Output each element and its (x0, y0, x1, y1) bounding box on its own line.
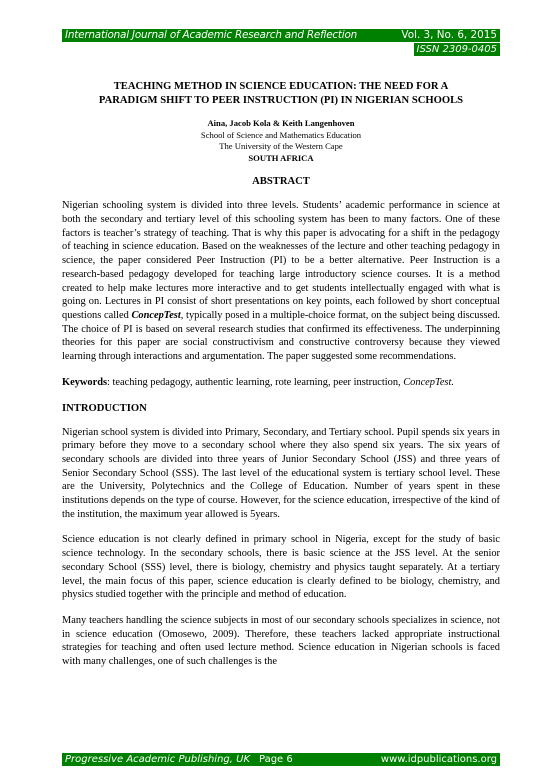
volume-info: Vol. 3, No. 6, 2015 (401, 29, 497, 41)
running-header (62, 29, 500, 56)
title-line-1: TEACHING METHOD IN SCIENCE EDUCATION: THE NEED FOR A (113, 81, 449, 92)
page-footer (62, 753, 500, 766)
website-link[interactable]: www.idpublications.org (380, 754, 497, 765)
title-line-2: PARADIGM SHIFT TO PEER INSTRUCTION (PI) IN NIGERIAN SCHOOLS (98, 94, 464, 106)
intro-paragraph-3: Many teachers handling the science subjects in most of our secondary schools specializes in science, not in science education (Omosewo, 2009). Therefore, these teachers lacked appropriate instructional strategies for teaching and often used lecture method. Science education in Nigerian schools is faced with many challenges, one of such challenges is the (62, 614, 500, 668)
author-names: Aina, Jacob Kola & Keith Langenhoven (207, 118, 355, 128)
abstract-heading: ABSTRACT (252, 176, 310, 188)
abstract-text (62, 199, 500, 363)
abstract-text-part2: , typically posed in a multiple-choice format, on the subject being discussed. The choice of PI is based on several research studies that confirmed its effectiveness. The underpinning theories for this paper are social constructivism and constructive controversy because they viewed learning through interactions and argumentation. The paper suggested some recommendations. (62, 310, 500, 363)
page-content (62, 80, 500, 669)
concep-test-term: ConcepTest (131, 310, 181, 321)
introduction-heading: INTRODUCTION (62, 402, 147, 414)
keywords-paragraph (62, 376, 500, 390)
author-block (62, 118, 500, 164)
intro-paragraph-2: Science education is not clearly defined in primary school in Nigeria, except for the study of basic science technology. In the secondary schools, there is basic science at the JSS level. At the senior secondary School (SSS) level, there is biology, chemistry and physics taught separately. At a tertiary level, the main focus of this paper, science education is clearly defined to be biology, chemistry, and physics studied together with the principle and method of education. (62, 534, 500, 601)
header-bar (62, 29, 500, 42)
affiliation-school: School of Science and Mathematics Education (200, 129, 362, 140)
keywords-last: ConcepTest. (403, 376, 454, 388)
journal-name: International Journal of Academic Research and Reflection (65, 29, 358, 41)
affiliation-country: SOUTH AFRICA (248, 152, 314, 163)
affiliation-university: The University of the Western Cape (219, 141, 343, 152)
keywords-text: : teaching pedagogy, authentic learning, rote learning, peer instruction, (107, 376, 404, 388)
paper-title (62, 80, 500, 107)
keywords-label: Keywords (62, 376, 108, 388)
abstract-text-part1: Nigerian schooling system is divided into three levels. Students’ academic performance in science at both the secondary and tertiary level of this schooling system has been to many factors. One of these factors is teacher’s strategy of teaching. That is why this paper is advocating for a shift in the pedagogy of teaching in science education. Based on the weaknesses of the lecture and other teaching pedagogy in science, the paper considered Peer Instruction (PI) to be a better alternative. Peer Instruction is a research-based pedagogy developed for teaching large introductory science courses. It is a method created to help make lectures more interactive and to get students intellectually engaged with what is going on. Lectures in PI consist of short presentations on key points, each followed by short conceptual questions called (62, 200, 500, 321)
publisher-name: Progressive Academic Publishing, UK (65, 754, 250, 765)
intro-paragraph-1: Nigerian school system is divided into Primary, Secondary, and Tertiary school. Pupil spends six years in primary before they move to a secondary school where they also spend six years. The six years of secondary schools are divided into three years of Junior Secondary School (JSS) and three years of Senior Secondary School (SSS). The last level of the educational system is tertiary school level. These are the University, Polytechnics and the College of Education. Number of years spent in these institutions depends on the type of course. However, for the science education, irrespective of the kind of the institution, the maximum year allowed is 5years. (62, 426, 500, 520)
issn: ISSN 2309-0405 (414, 43, 500, 56)
page-number: Page 6 (259, 754, 293, 765)
